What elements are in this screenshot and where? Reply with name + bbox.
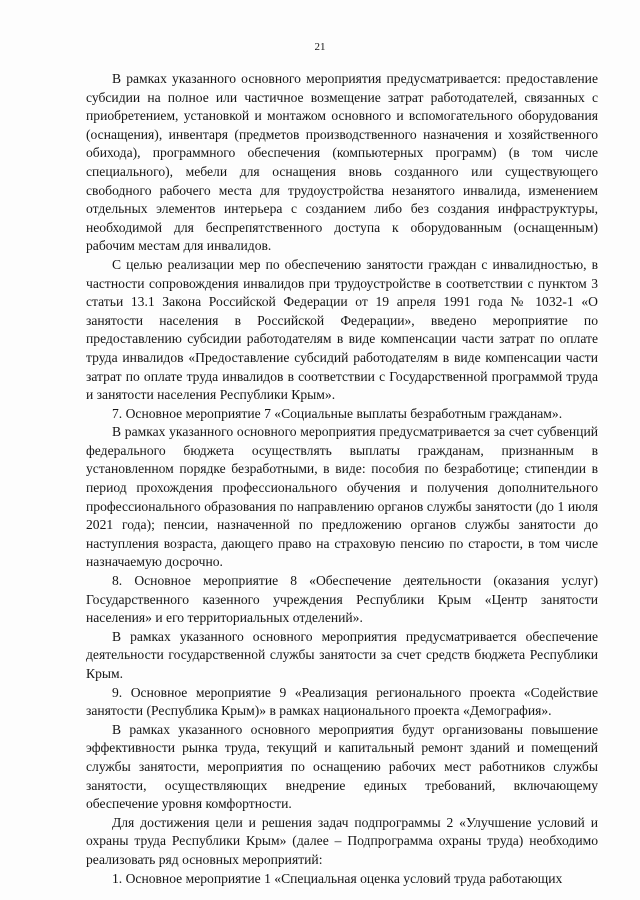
page-number: 21 xyxy=(314,41,326,53)
paragraph: В рамках указанного основного мероприятия будут организованы повышение эффективности рынка труда, текущий и капитальный ремонт зданий и помещений службы занятости, мероприятия по оснащению рабочих мест работников службы занятости, осуществляющих внедрение единых требований, включающему обеспечение уровня комфортности. xyxy=(86,721,598,812)
document-body xyxy=(86,70,598,888)
section-heading: 9. Основное мероприятие 9 «Реализация регионального проекта «Содействие занятости (Республика Крым)» в рамках национального проекта «Демография». xyxy=(86,684,598,719)
paragraph: Для достижения цели и решения задач подпрограммы 2 «Улучшение условий и охраны труда Республики Крым» (далее – Подпрограмма охраны труда) необходимо реализовать ряд основных мероприятий: xyxy=(86,814,598,867)
paragraph: В рамках указанного основного мероприятия предусматривается за счет субвенций федерального бюджета осуществлять выплаты гражданам, признанным в установленном порядке безработными, в виде: пособия по безработице; стипендии в период прохождения профессионального обучения и получения дополнительного профессионального образования по направлению органов службы занятости (до 1 июля 2021 года); пенсии, назначенной по предложению органов службы занятости до наступления возраста, дающего право на страховую пенсию по старости, в том числе назначаемую досрочно. xyxy=(86,424,598,570)
section-heading: 8. Основное мероприятие 8 «Обеспечение деятельности (оказания услуг) Государственного казенного учреждения Республики Крым «Центр занятости населения» и его территориальных отделений». xyxy=(86,573,598,626)
paragraph: В рамках указанного основного мероприятия предусматривается: предоставление субсидии на полное или частичное возмещение затрат работодателей, связанных с приобретением, установкой и монтажом основного и вспомогательного оборудования (оснащения), инвентаря (предметов производственного назначения и хозяйственного обихода), программного обеспечения (компьютерных программ) (в том числе специального), мебели для оснащения вновь созданного или существующего свободного рабочего места для трудоустройства незанятого инвалида, изменением отдельных элементов интерьера с созданием либо без создания инфраструктуры, необходимой для беспрепятственного доступа к оборудованным (оснащенным) рабочим местам для инвалидов. xyxy=(86,71,598,254)
section-heading: 1. Основное мероприятие 1 «Специальная оценка условий труда работающих xyxy=(112,870,563,886)
section-heading: 7. Основное мероприятие 7 «Социальные выплаты безработным гражданам». xyxy=(112,405,563,421)
paragraph: С целью реализации мер по обеспечению занятости граждан с инвалидностью, в частности сопровождения инвалидов при трудоустройстве в соответствии с пунктом 3 статьи 13.1 Закона Российской Федерации от 19 апреля 1991 года № 1032-1 «О занятости населения в Российской Федерации», введено мероприятие по предоставлению субсидии работодателям в виде компенсации части затрат по оплате труда инвалидов «Предоставление субсидий работодателям в виде компенсации части затрат по оплате труда инвалидов в соответствии с Государственной программой труда и занятости населения Республики Крым». xyxy=(86,256,598,403)
paragraph: В рамках указанного основного мероприятия предусматривается обеспечение деятельности государственной службы занятости за счет средств бюджета Республики Крым. xyxy=(86,628,598,681)
